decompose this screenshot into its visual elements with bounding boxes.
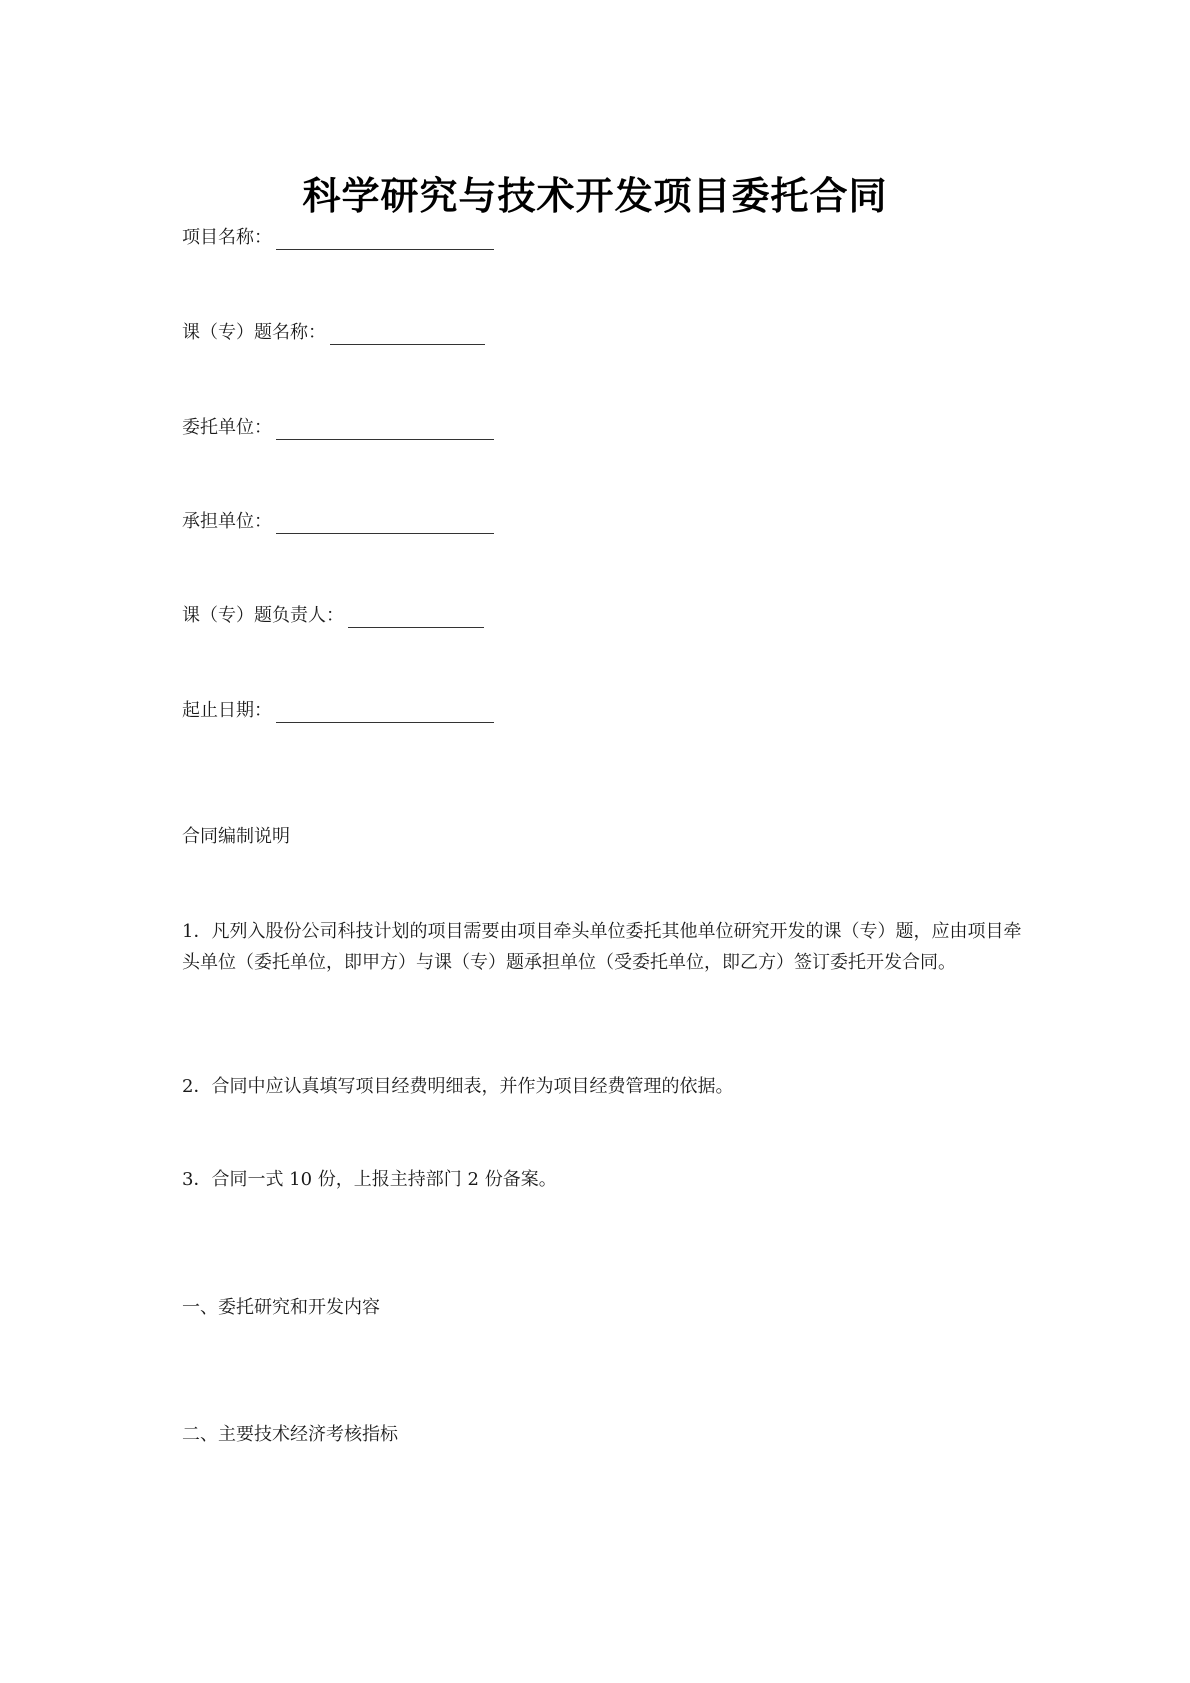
- field-label: 承担单位：: [182, 511, 272, 532]
- section-heading-2: 二、主要技术经济考核指标: [182, 1424, 398, 1445]
- note-item-3: 3．合同一式 10 份，上报主持部门 2 份备案。: [182, 1169, 557, 1190]
- field-label: 委托单位：: [182, 417, 272, 438]
- field-label: 课（专）题名称：: [182, 322, 326, 343]
- field-label: 起止日期：: [182, 700, 272, 721]
- topic-name-input[interactable]: [330, 324, 485, 345]
- field-undertaking-unit: [182, 510, 494, 534]
- field-topic-leader: [182, 604, 484, 628]
- document-title: 科学研究与技术开发项目委托合同: [302, 174, 888, 218]
- note-item-2: 2．合同中应认真填写项目经费明细表，并作为项目经费管理的依据。: [182, 1076, 734, 1097]
- field-label: 项目名称：: [182, 227, 272, 248]
- field-project-name: [182, 226, 494, 250]
- undertaking-unit-input[interactable]: [276, 513, 494, 534]
- section-heading-1: 一、委托研究和开发内容: [182, 1297, 380, 1318]
- field-topic-name: [182, 321, 485, 345]
- date-range-input[interactable]: [276, 702, 494, 723]
- field-label: 课（专）题负责人：: [182, 605, 344, 626]
- note-item-1: 1．凡列入股份公司科技计划的项目需要由项目牵头单位委托其他单位研究开发的课（专）题，应由项目牵头单位（委托单位，即甲方）与课（专）题承担单位（受委托单位，即乙方）签订委托开发合同。: [182, 921, 1022, 973]
- project-name-input[interactable]: [276, 229, 494, 250]
- entrusting-unit-input[interactable]: [276, 419, 494, 440]
- field-date-range: [182, 699, 494, 723]
- topic-leader-input[interactable]: [348, 607, 484, 628]
- field-entrusting-unit: [182, 416, 494, 440]
- notes-heading: 合同编制说明: [182, 826, 290, 847]
